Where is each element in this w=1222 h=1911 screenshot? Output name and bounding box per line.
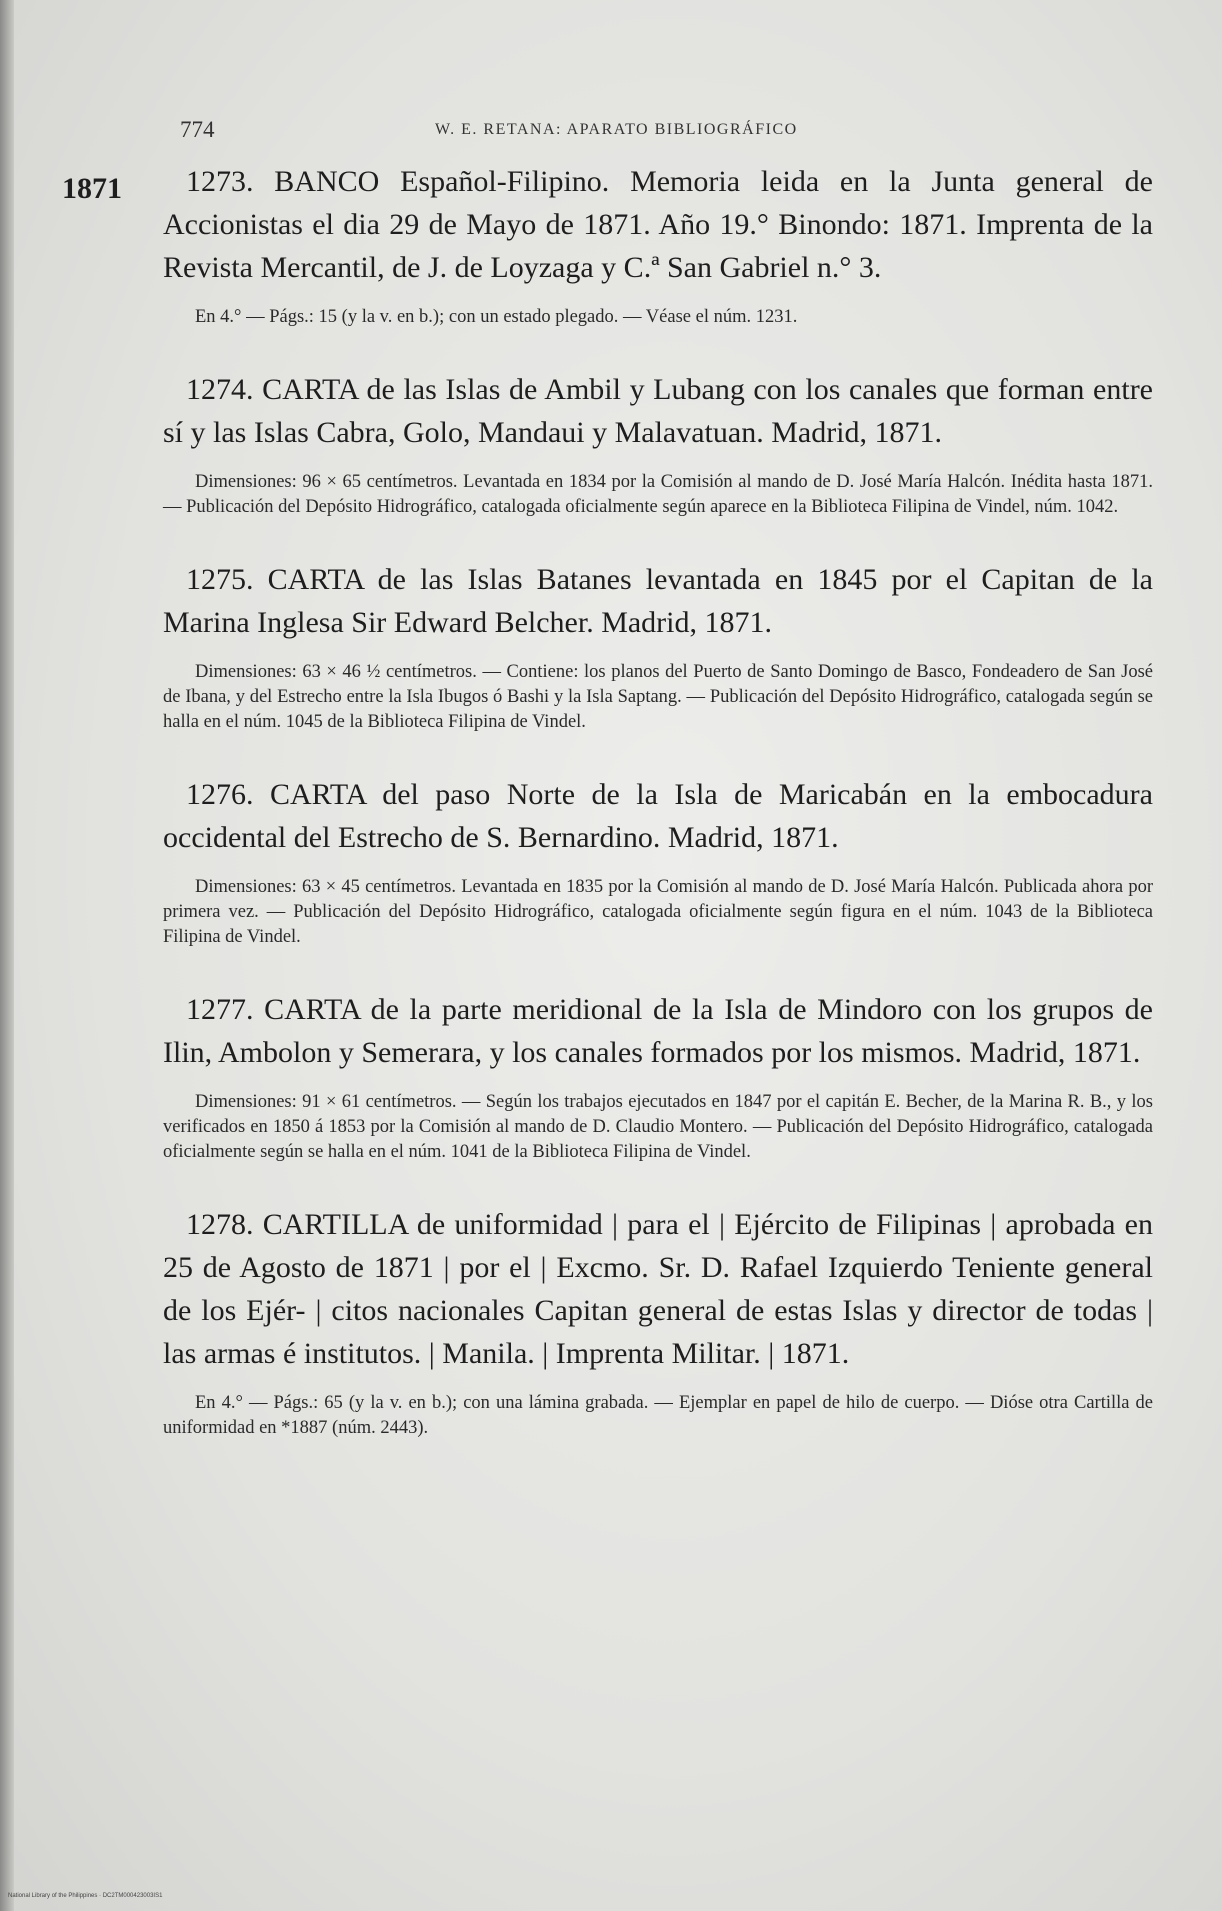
entry-title: 1275. CARTA de las Islas Batanes levantada en 1845 por el Capitan de la Marina Inglesa Sir Edward Belcher. Madrid, 1871. xyxy=(163,563,1153,639)
bibliography-entry-1274 xyxy=(163,368,1153,520)
entry-note: Dimensiones: 63 × 46 ½ centímetros. — Contiene: los planos del Puerto de Santo Domingo de Basco, Fondeadero de San José de Ibana, y del Estrecho entre la Isla Ibugos ó Bashi y la Isla Saptang. — Publicación del Depósito Hidrográfico, catalogada según se halla en el núm. 1045 de la Biblioteca Filipina de Vindel. xyxy=(163,662,1153,732)
bibliography-entry-1273 xyxy=(163,160,1153,330)
entry-note: Dimensiones: 63 × 45 centímetros. Levantada en 1835 por la Comisión al mando de D. José María Halcón. Publicada ahora por primera vez. — Publicación del Depósito Hidrográfico, catalogada oficialmente según figura en el núm. 1043 de la Biblioteca Filipina de Vindel. xyxy=(163,877,1153,947)
bibliography-entry-1276 xyxy=(163,773,1153,950)
bibliography-entry-1277 xyxy=(163,988,1153,1165)
bibliography-entry-1278 xyxy=(163,1203,1153,1441)
entry-title: 1276. CARTA del paso Norte de la Isla de Maricabán en la embocadura occidental del Estrecho de S. Bernardino. Madrid, 1871. xyxy=(163,778,1153,854)
entries-list xyxy=(163,160,1153,1479)
page-binding-edge xyxy=(0,0,14,1911)
entry-title: 1273. BANCO Español-Filipino. Memoria leida en la Junta general de Accionistas el dia 29 de Mayo de 1871. Año 19.° Binondo: 1871. Imprenta de la Revista Mercantil, de J. de Loyzaga y C.ª San Gabriel n.° 3. xyxy=(163,165,1153,284)
bibliography-entry-1275 xyxy=(163,558,1153,735)
margin-year: 1871 xyxy=(62,172,122,205)
entry-title: 1277. CARTA de la parte meridional de la Isla de Mindoro con los grupos de Ilin, Ambolon y Semerara, y los canales formados por los mismos. Madrid, 1871. xyxy=(163,993,1153,1069)
entry-title: 1278. CARTILLA de uniformidad | para el | Ejército de Filipinas | aprobada en 25 de Agosto de 1871 | por el | Excmo. Sr. D. Rafael Izquierdo Teniente general de los Ejér- | citos nacionales Capitan general de estas Islas y director de todas | las armas é institutos. | Manila. | Imprenta Militar. | 1871. xyxy=(163,1208,1153,1370)
page-number: 774 xyxy=(180,117,215,142)
entry-title: 1274. CARTA de las Islas de Ambil y Lubang con los canales que forman entre sí y las Islas Cabra, Golo, Mandaui y Malavatuan. Madrid, 1871. xyxy=(163,373,1153,449)
entry-note: Dimensiones: 91 × 61 centímetros. — Según los trabajos ejecutados en 1847 por el capitán E. Becher, de la Marina R. B., y los verificados en 1850 á 1853 por la Comisión al mando de D. Claudio Montero. — Publicación del Depósito Hidrográfico, catalogada oficialmente según se halla en el núm. 1041 de la Biblioteca Filipina de Vindel. xyxy=(163,1092,1153,1162)
running-head: W. E. RETANA: APARATO BIBLIOGRÁFICO xyxy=(435,121,798,138)
page-header xyxy=(180,113,1160,145)
scan-credit: National Library of the Philippines · DC2TM000423003IS1 xyxy=(8,1893,163,1899)
entry-note: Dimensiones: 96 × 65 centímetros. Levantada en 1834 por la Comisión al mando de D. José María Halcón. Inédita hasta 1871. — Publicación del Depósito Hidrográfico, catalogada oficialmente según aparece en la Biblioteca Filipina de Vindel, núm. 1042. xyxy=(163,472,1153,517)
entry-note: En 4.° — Págs.: 15 (y la v. en b.); con un estado plegado. — Véase el núm. 1231. xyxy=(195,307,798,327)
entry-note: En 4.° — Págs.: 65 (y la v. en b.); con una lámina grabada. — Ejemplar en papel de hilo de cuerpo. — Dióse otra Cartilla de uniformidad en *1887 (núm. 2443). xyxy=(163,1393,1153,1438)
